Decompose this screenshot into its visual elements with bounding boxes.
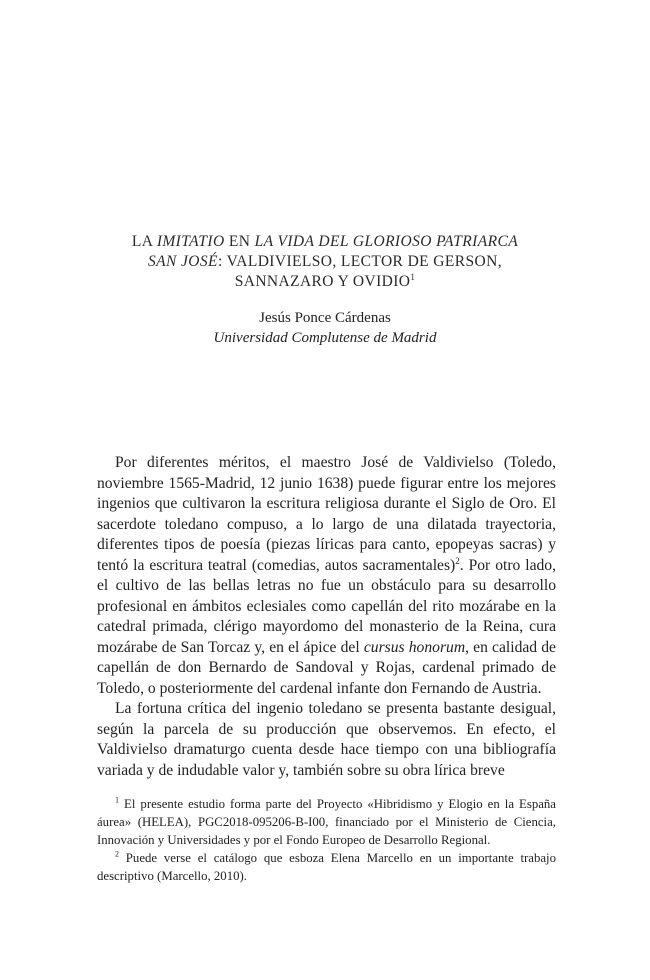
title-italic-work: LA VIDA DEL GLORIOSO PATRIARCA — [254, 233, 519, 250]
paragraph-text: . Por otro lado, el cultivo de las bellas letras no fue un obstáculo para su desarrollo profesional en ámbitos eclesiales como capellán del rito mozárabe en la catedral primada, clérigo mayordomo del monasterio de la Reina, cura mozárabe de San Torcaz y, en el ápice del — [97, 556, 556, 656]
title-italic-imitatio: IMITATIO — [156, 233, 225, 250]
footnote-ref-2: 2 — [455, 555, 460, 566]
title-line-2 — [80, 252, 570, 272]
author-name: Jesús Ponce Cárdenas — [259, 310, 391, 326]
footnote-text: Puede verse el catálogo que esboza Elena Marcello en un importante trabajo descriptivo (Marcello, 2010). — [97, 851, 556, 883]
footnote-mark: 1 — [115, 795, 119, 805]
title-text: : VALDIVIELSO, LECTOR DE GERSON, — [217, 253, 502, 270]
footnotes — [97, 795, 556, 885]
title-text: EN — [224, 233, 255, 250]
article-title — [80, 232, 570, 292]
paragraph-1 — [97, 453, 556, 699]
body-text — [97, 453, 556, 781]
title-line-3 — [80, 272, 570, 292]
title-text: LA — [131, 233, 157, 250]
title-text: SANNAZARO Y OVIDIO — [234, 273, 411, 290]
paragraph-text: Por diferentes méritos, el maestro José de Valdivielso (Toledo, noviembre 1565-Madrid, 12 junio 1638) puede figurar entre los mejores ingenios que cultivaron la escritura religiosa durante el Siglo de Oro. El sacerdote toledano compuso, a lo largo de una dilatada trayectoria, diferentes tipos de poesía (piezas líricas para canto, epopeyas sacras) y tentó la escritura teatral (comedias, autos sacramentales) — [97, 454, 556, 574]
title-line-1 — [80, 232, 570, 252]
footnote-ref-1: 1 — [410, 271, 416, 282]
footnote-2 — [97, 849, 556, 885]
paragraph-2: La fortuna crítica del ingenio toledano se presenta bastante desigual, según la parcela de su producción que observemos. En efecto, el Valdivielso dramaturgo cuenta desde hace tiempo con una bibliografía variada y de indudable valor y, también sobre su obra lírica breve — [97, 700, 556, 779]
title-italic-san-jose: SAN JOSÉ — [148, 253, 218, 270]
italic-cursus-honorum: cursus honorum — [363, 638, 466, 656]
author-affiliation: Universidad Complutense de Madrid — [213, 330, 437, 346]
paragraph-text: , en calidad de capellán de don Bernardo de Sandoval y Rojas, cardenal primado de Toledo, o posteriormente del cardenal infante don Fernando de Austria. — [97, 638, 556, 697]
footnote-text: El presente estudio forma parte del Proyecto «Hibridismo y Elogio en la España áurea» (HELEA), PGC2018-095206-B-I00, financiado por el Ministerio de Ciencia, Innovación y Universidades y por el Fondo Europeo de Desarrollo Regional. — [97, 797, 556, 847]
footnote-1 — [97, 795, 556, 849]
footnote-mark: 2 — [115, 849, 119, 859]
